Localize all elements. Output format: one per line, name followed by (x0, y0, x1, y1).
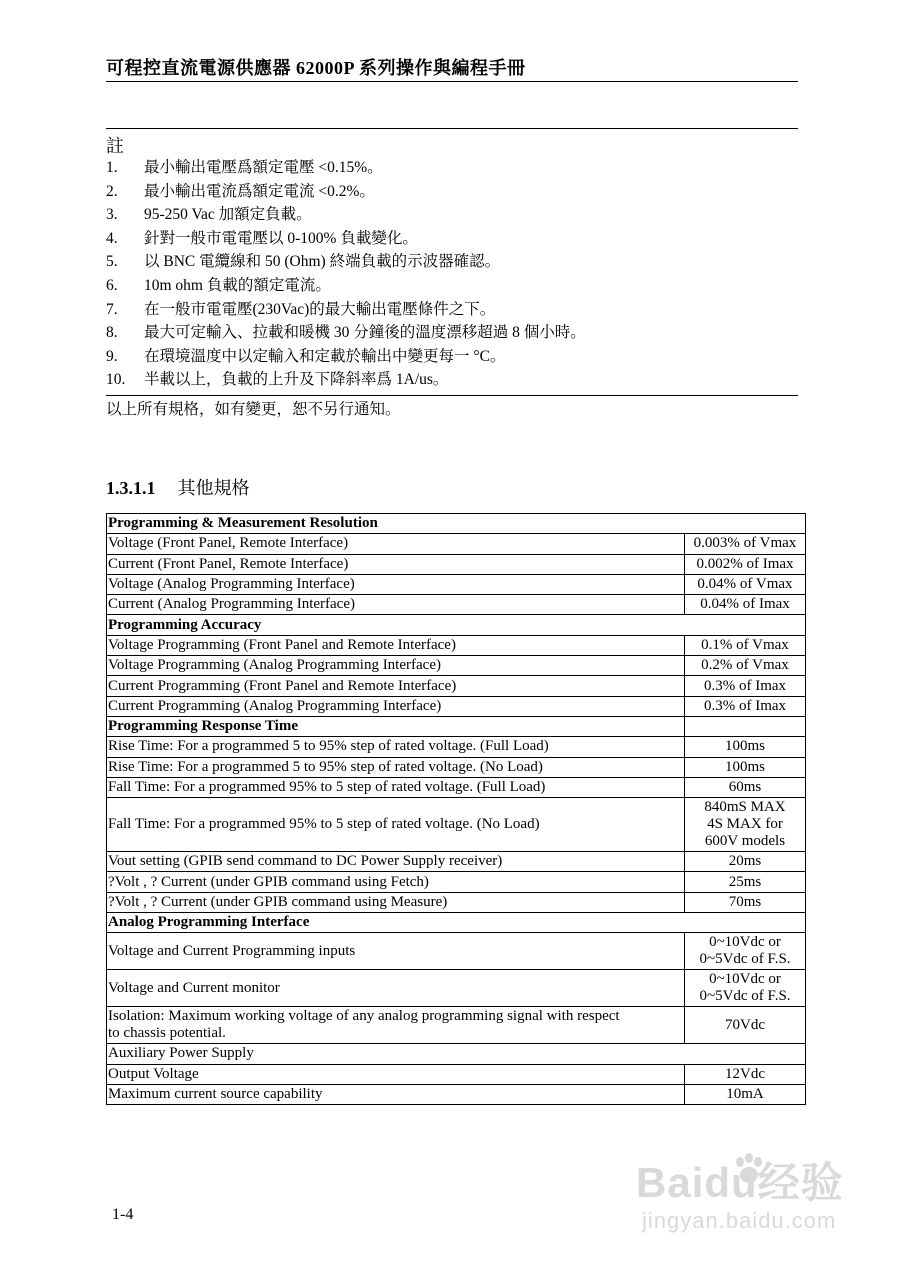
spec-label: Output Voltage (107, 1064, 685, 1084)
note-text: 最大可定輸入、拉載和暖機 30 分鐘後的溫度漂移超過 8 個小時。 (144, 324, 586, 342)
note-text: 以 BNC 電纜線和 50 (Ohm) 終端負載的示波器確認。 (144, 253, 501, 271)
table-group-header (107, 716, 806, 736)
note-item (106, 368, 798, 392)
spec-value (685, 933, 806, 970)
note-number: 1. (106, 159, 118, 176)
table-group-header (107, 615, 806, 635)
spec-label: ?Volt , ? Current (under GPIB command using Fetch) (107, 872, 685, 892)
note-item (106, 298, 798, 322)
spec-value (685, 798, 806, 852)
table-row (107, 635, 806, 655)
page-header: 可程控直流電源供應器 62000P 系列操作與編程手冊 (106, 58, 526, 78)
table-row (107, 1007, 806, 1044)
spec-label: Rise Time: For a programmed 5 to 95% step of rated voltage. (No Load) (107, 757, 685, 777)
spec-value-line: 0~5Vdc of F.S. (699, 988, 791, 1005)
spec-label: Fall Time: For a programmed 95% to 5 step of rated voltage. (No Load) (107, 798, 685, 852)
spec-value-line: 600V models (704, 833, 786, 850)
spec-value: 12Vdc (685, 1064, 806, 1084)
spec-label: Voltage Programming (Front Panel and Remote Interface) (107, 635, 685, 655)
table-group-header (107, 1044, 806, 1064)
spec-value: 0.002% of Imax (685, 554, 806, 574)
note-number: 2. (106, 182, 118, 200)
spec-value: 25ms (685, 872, 806, 892)
note-item (106, 345, 798, 369)
table-row (107, 1064, 806, 1084)
note-text: 95-250 Vac 加額定負載。 (144, 206, 312, 224)
note-number: 4. (106, 229, 118, 247)
note-item (106, 250, 798, 274)
note-number: 7. (106, 300, 118, 318)
table-row (107, 852, 806, 872)
spec-label: Voltage Programming (Analog Programming Interface) (107, 656, 685, 676)
spec-value: 70Vdc (685, 1007, 806, 1044)
header-divider (106, 81, 798, 82)
table-row (107, 696, 806, 716)
spec-label-line: Isolation: Maximum working voltage of any analog programming signal with respect (108, 1008, 620, 1025)
spec-value-line: 840mS MAX (704, 799, 786, 816)
note-item (106, 321, 798, 345)
table-group-header (107, 913, 806, 933)
spec-label: Current Programming (Front Panel and Remote Interface) (107, 676, 685, 696)
note-text: 在環境溫度中以定輸入和定載於輸出中變更每一 °C。 (144, 347, 506, 365)
table-row (107, 757, 806, 777)
table-row (107, 970, 806, 1007)
spec-label: ?Volt , ? Current (under GPIB command using Measure) (107, 892, 685, 912)
spec-label: Fall Time: For a programmed 95% to 5 step of rated voltage. (Full Load) (107, 777, 685, 797)
table-row (107, 933, 806, 970)
note-number: 6. (106, 276, 118, 294)
spec-value (685, 970, 806, 1007)
spec-value: 0.1% of Vmax (685, 635, 806, 655)
table-row (107, 574, 806, 594)
spec-value-line: 4S MAX for (707, 816, 783, 833)
notes-label: 註 (106, 136, 124, 156)
note-text: 10m ohm 負載的額定電流。 (144, 276, 331, 294)
note-number: 8. (106, 324, 118, 342)
watermark-url: jingyan.baidu.com (642, 1208, 837, 1233)
table-row (107, 656, 806, 676)
note-number: 10. (106, 371, 126, 389)
note-item (106, 203, 798, 227)
table-row (107, 1084, 806, 1104)
spec-value-line: 0~5Vdc of F.S. (699, 951, 791, 968)
spec-label: Voltage (Front Panel, Remote Interface) (107, 534, 685, 554)
spec-label: Current Programming (Analog Programming Interface) (107, 696, 685, 716)
table-row (107, 534, 806, 554)
section-title: 其他規格 (177, 478, 250, 498)
spec-label: Current (Front Panel, Remote Interface) (107, 554, 685, 574)
spec-label: Rise Time: For a programmed 5 to 95% step of rated voltage. (Full Load) (107, 737, 685, 757)
spec-label: Maximum current source capability (107, 1084, 685, 1104)
note-text: 針對一般市電電壓以 0-100% 負載變化。 (144, 229, 418, 247)
spec-label: Voltage and Current monitor (107, 970, 685, 1007)
note-item (106, 274, 798, 298)
section-number: 1.3.1.1 (106, 478, 156, 498)
note-item (106, 227, 798, 251)
table-row (107, 737, 806, 757)
spec-value: 0.2% of Vmax (685, 656, 806, 676)
note-text: 最小輸出電流爲額定電流 <0.2%。 (144, 182, 375, 200)
note-item (106, 156, 798, 180)
spec-value-line: 0~10Vdc or (709, 934, 781, 951)
notes-list (106, 156, 798, 392)
spec-value-line: 0~10Vdc or (709, 971, 781, 988)
notes-top-divider (106, 128, 798, 129)
spec-value: 0.04% of Vmax (685, 574, 806, 594)
table-row (107, 798, 806, 852)
table-row (107, 676, 806, 696)
empty-cell (685, 716, 806, 736)
spec-value: 70ms (685, 892, 806, 912)
spec-value: 0.003% of Vmax (685, 534, 806, 554)
spec-value: 10mA (685, 1084, 806, 1104)
spec-value: 100ms (685, 737, 806, 757)
note-text: 在一般市電電壓(230Vac)的最大輸出電壓條件之下。 (144, 300, 496, 318)
notes-footnote: 以上所有規格，如有變更，恕不另行通知。 (106, 401, 401, 418)
spec-value: 0.04% of Imax (685, 595, 806, 615)
watermark-brand: Baidu经验 (636, 1159, 844, 1206)
note-number: 9. (106, 347, 118, 365)
notes-bottom-divider (106, 395, 798, 396)
spec-label: Vout setting (GPIB send command to DC Power Supply receiver) (107, 852, 685, 872)
note-text: 半載以上，負載的上升及下降斜率爲 1A/us。 (144, 371, 449, 389)
note-text: 最小輸出電壓爲額定電壓 <0.15%。 (144, 159, 383, 176)
group-title: Programming Accuracy (107, 615, 806, 635)
spec-value: 100ms (685, 757, 806, 777)
note-item (106, 180, 798, 204)
table-row (107, 777, 806, 797)
group-title: Programming Response Time (107, 716, 685, 736)
spec-value: 0.3% of Imax (685, 696, 806, 716)
spec-table (106, 513, 806, 1105)
table-group-header (107, 514, 806, 534)
table-row (107, 554, 806, 574)
spec-label: Current (Analog Programming Interface) (107, 595, 685, 615)
spec-label (107, 1007, 685, 1044)
spec-value: 0.3% of Imax (685, 676, 806, 696)
table-row (107, 595, 806, 615)
spec-value: 60ms (685, 777, 806, 797)
spec-value: 20ms (685, 852, 806, 872)
note-number: 3. (106, 206, 118, 224)
group-title: Auxiliary Power Supply (107, 1044, 806, 1064)
spec-label: Voltage and Current Programming inputs (107, 933, 685, 970)
baidu-watermark (636, 1150, 856, 1240)
table-row (107, 892, 806, 912)
spec-label: Voltage (Analog Programming Interface) (107, 574, 685, 594)
note-number: 5. (106, 253, 118, 271)
page-number: 1-4 (112, 1206, 134, 1223)
spec-label-line: to chassis potential. (108, 1025, 226, 1042)
section-heading (106, 474, 250, 500)
table-row (107, 872, 806, 892)
group-title: Analog Programming Interface (107, 913, 806, 933)
group-title: Programming & Measurement Resolution (107, 514, 806, 534)
